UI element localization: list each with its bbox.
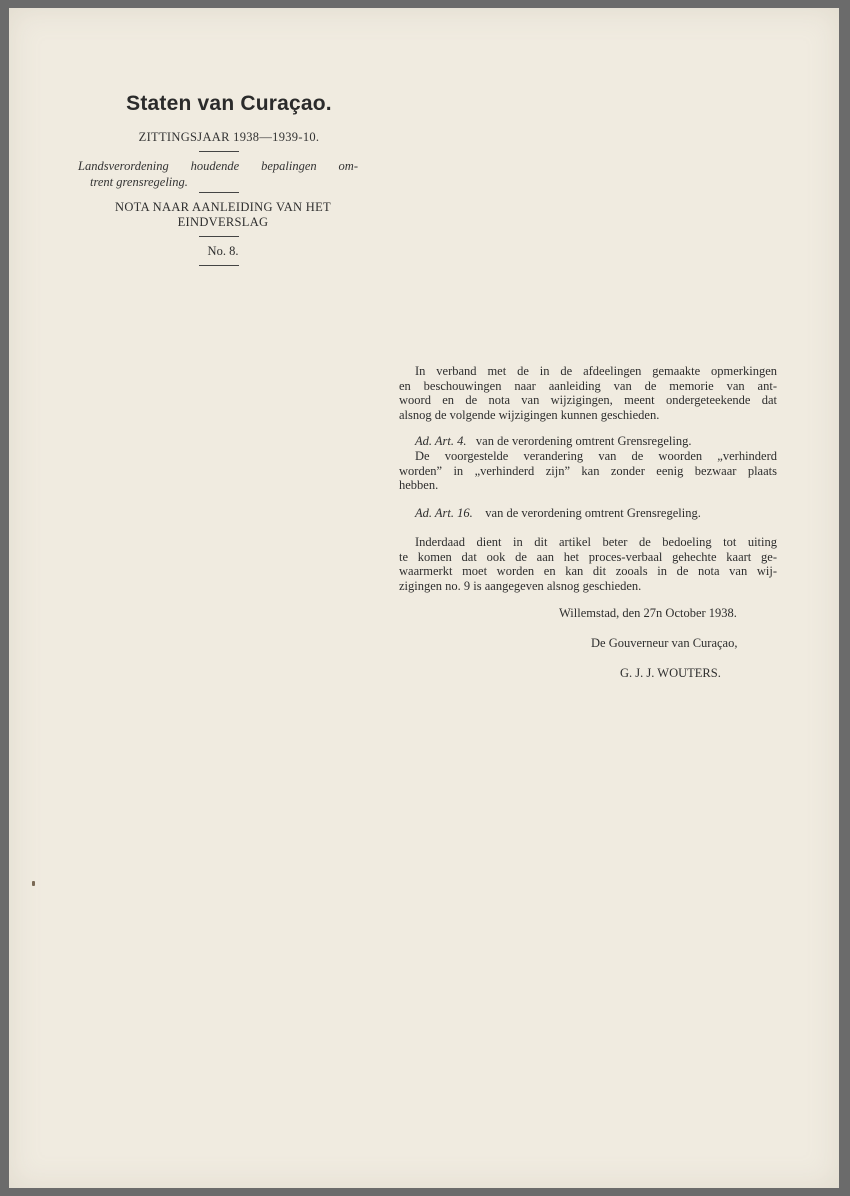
art4-heading — [399, 434, 777, 449]
divider — [199, 151, 239, 152]
intro-line: In verband met de in de afdeelingen gemaakte opmerkingen — [415, 364, 777, 378]
art4-paragraph — [399, 449, 777, 493]
art16-line: Inderdaad dient in dit artikel beter de bedoeling tot uiting — [415, 535, 777, 549]
art16-line: waarmerkt moet worden en kan dit zooals in de nota van wij- — [399, 564, 777, 578]
divider — [199, 192, 239, 193]
art4-heading-text: van de verordening omtrent Grensregeling. — [475, 434, 692, 448]
art4-line: hebben. — [399, 478, 439, 492]
page-title: Staten van Curaçao. — [126, 92, 332, 115]
art16-heading — [399, 506, 777, 521]
art16-paragraph — [399, 535, 777, 593]
document-number: No. 8. — [207, 244, 239, 258]
paper-fleck — [32, 881, 35, 886]
nota-line-1: NOTA NAAR AANLEIDING VAN HET — [115, 200, 331, 214]
art4-line: De voorgestelde verandering van de woorden „verhinderd — [415, 449, 777, 463]
subject — [78, 158, 358, 190]
divider — [199, 265, 239, 266]
divider — [199, 236, 239, 237]
signatory-name: G. J. J. WOUTERS. — [620, 666, 721, 680]
nota-line-2: EINDVERSLAG — [177, 215, 269, 229]
nota-heading — [89, 200, 357, 230]
art4-label: Ad. Art. 4. — [415, 434, 467, 448]
subject-line-1: Landsverordening houdende bepalingen om- — [78, 159, 358, 173]
art16-line: te komen dat ook de aan het proces-verbaal gehechte kaart ge- — [399, 549, 777, 564]
art16-label: Ad. Art. 16. — [415, 506, 473, 520]
intro-line: en beschouwingen naar aanleiding van de memorie van ant- — [399, 378, 777, 393]
signatory-role: De Gouverneur van Curaçao, — [591, 636, 738, 650]
art4-line: worden” in „verhinderd zijn” kan zonder eenig bezwaar plaats — [399, 463, 777, 478]
art16-heading-text: van de verordening omtrent Grensregeling. — [485, 506, 701, 520]
session-year: ZITTINGSJAAR 1938—1939-10. — [138, 130, 320, 144]
intro-line: woord en de nota van wijzigingen, meent ondergeteekende dat — [399, 393, 777, 407]
document-page — [9, 8, 839, 1188]
intro-line: alsnog de volgende wijzigingen kunnen geschieden. — [399, 407, 660, 422]
subject-line-2: trent grensregeling. — [90, 175, 188, 189]
intro-paragraph — [399, 364, 777, 422]
art16-line: zigingen no. 9 is aangegeven alsnog geschieden. — [399, 578, 642, 593]
place-date: Willemstad, den 27n October 1938. — [559, 606, 737, 620]
